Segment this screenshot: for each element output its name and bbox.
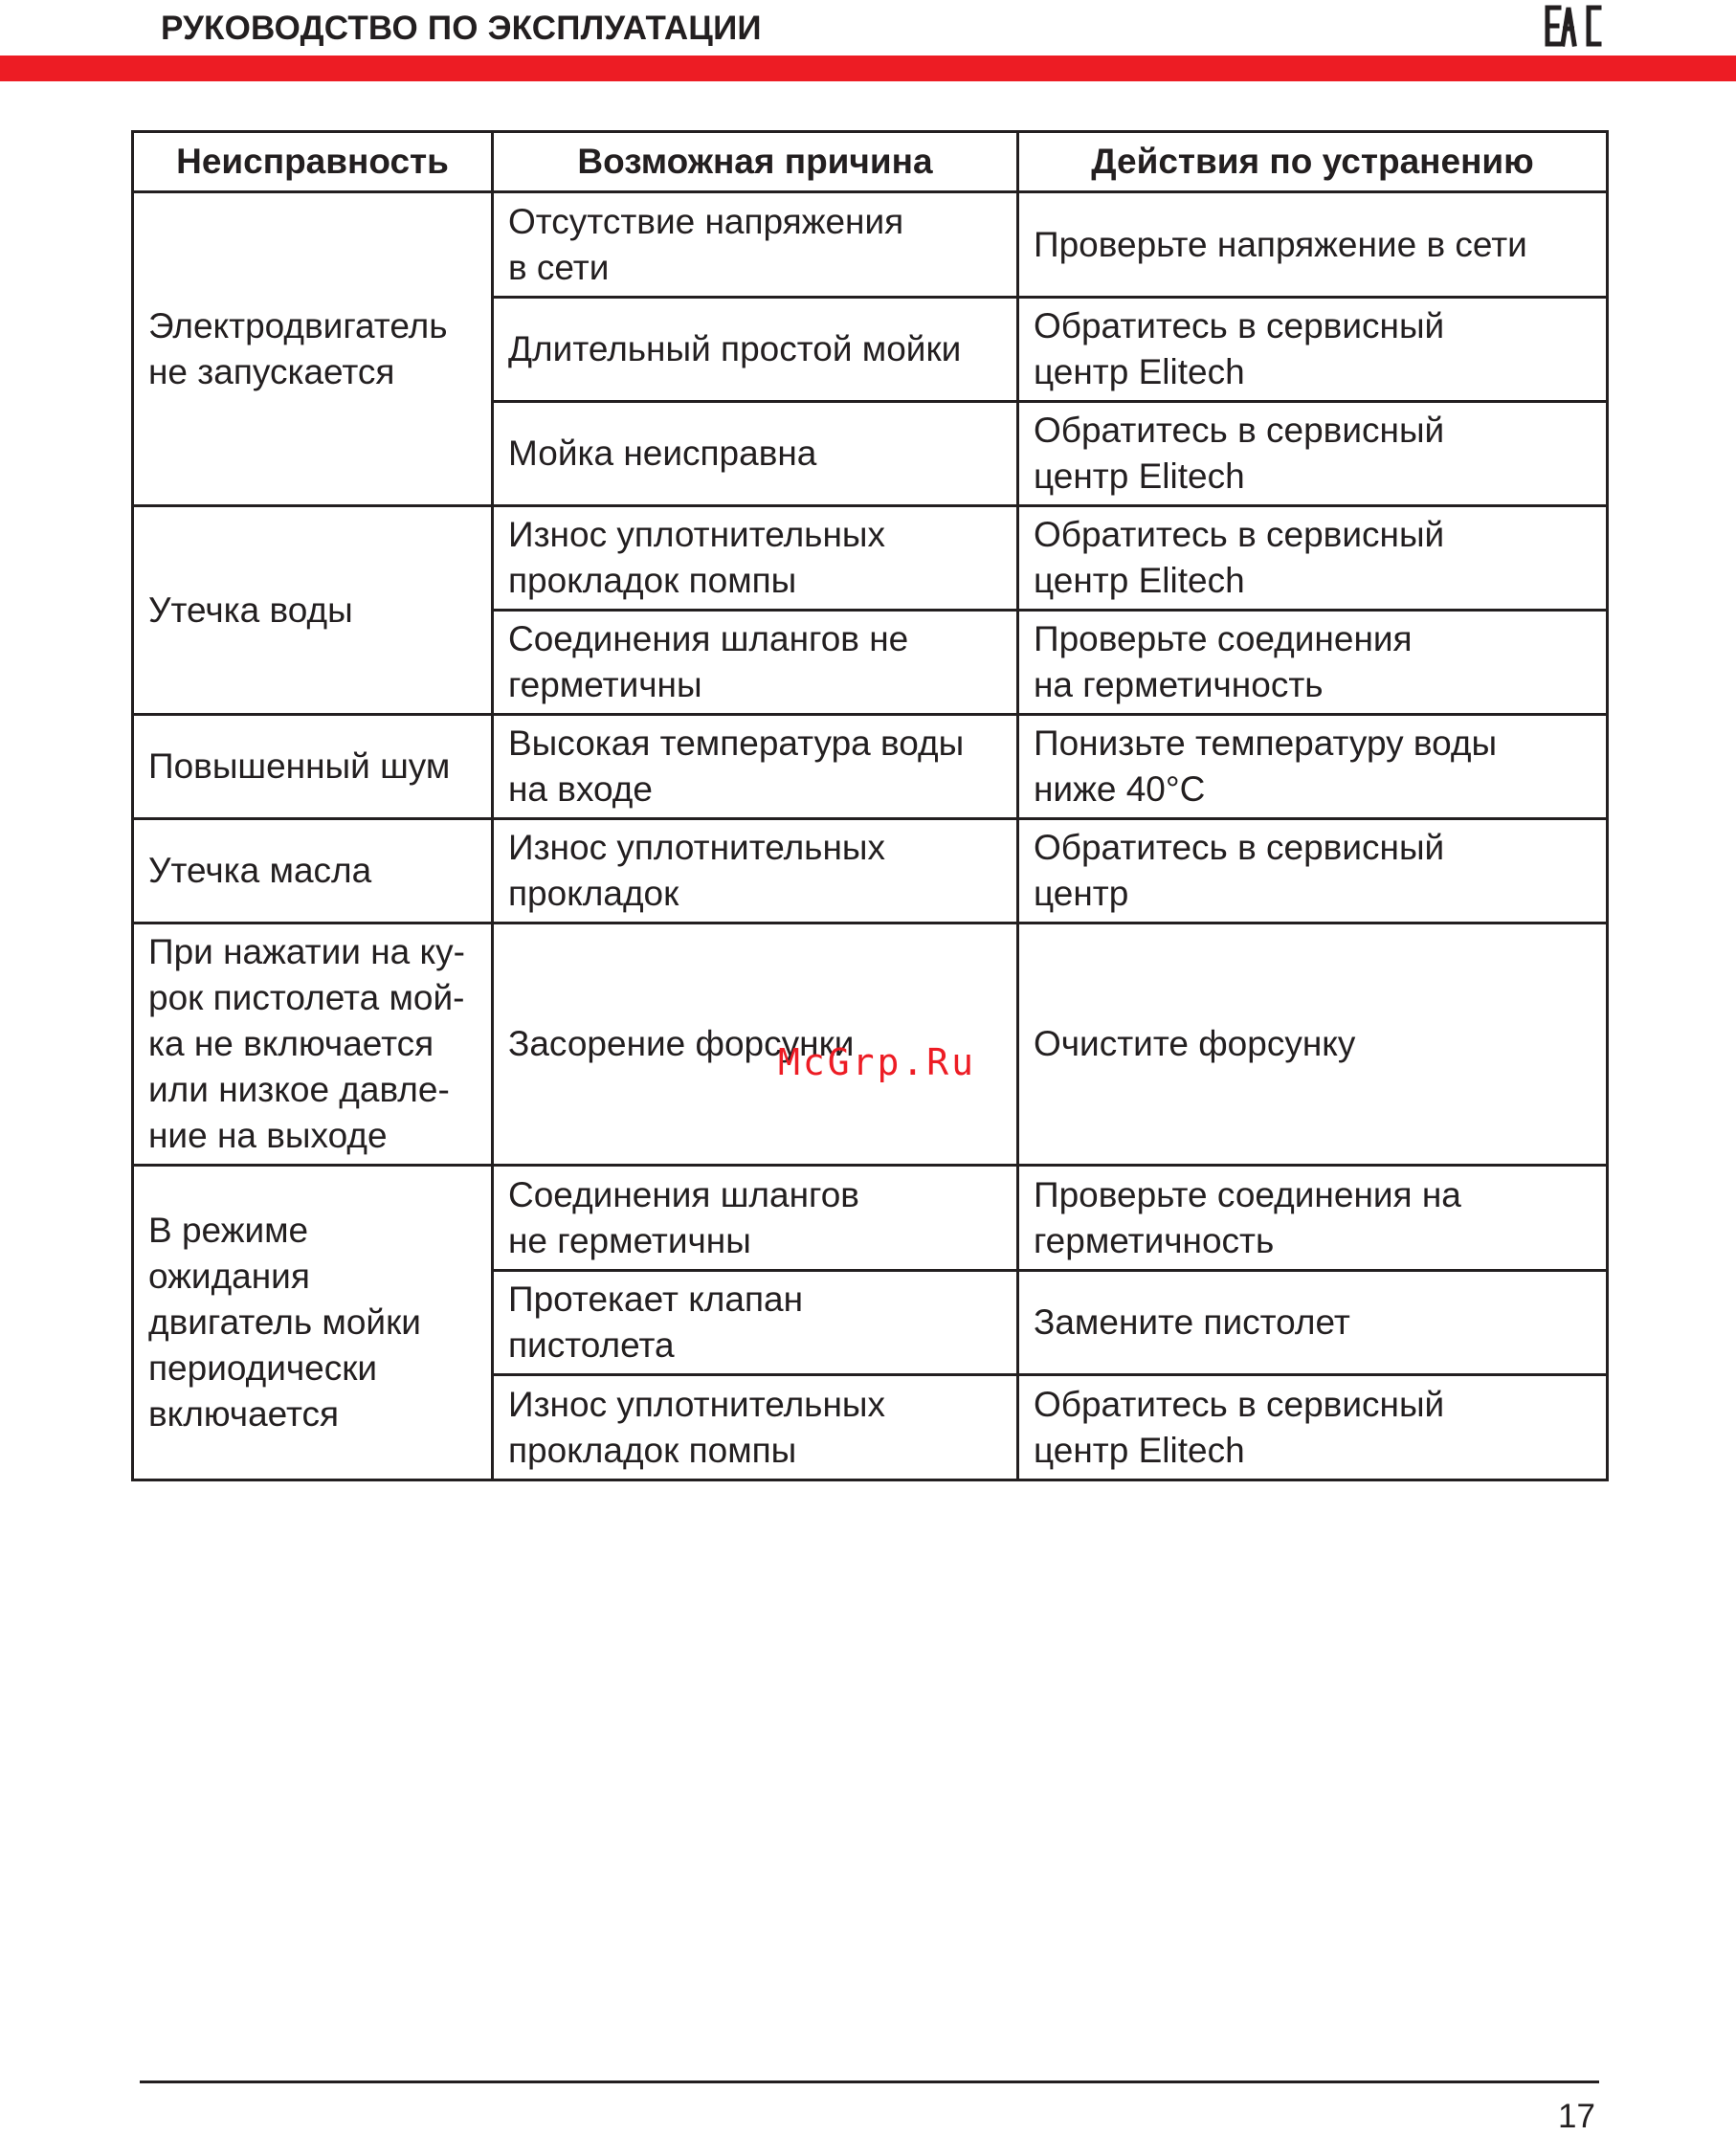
cause-cell: Высокая температура воды на входе <box>493 715 1018 819</box>
fault-cell: Электродвигатель не запускается <box>133 192 493 506</box>
fault-cell: В режиме ожидания двигатель мойки периодически включается <box>133 1166 493 1480</box>
page-number: 17 <box>1558 2098 1595 2135</box>
cause-cell: Отсутствие напряжения в сети <box>493 192 1018 298</box>
troubleshooting-table <box>131 130 1609 1481</box>
table-row <box>133 819 1608 923</box>
cause-cell: Износ уплотнительных прокладок <box>493 819 1018 923</box>
action-cell: Очистите форсунку <box>1018 923 1608 1166</box>
cause-cell: Соединения шлангов не герметичны <box>493 611 1018 715</box>
action-cell: Обратитесь в сервисный центр <box>1018 819 1608 923</box>
column-header-fault: Неисправность <box>133 132 493 192</box>
table-header-row <box>133 132 1608 192</box>
eac-certification-logo <box>1545 2 1602 50</box>
table-row <box>133 192 1608 298</box>
cause-cell: Протекает клапан пистолета <box>493 1271 1018 1375</box>
action-cell: Обратитесь в сервисный центр Elitech <box>1018 1375 1608 1480</box>
action-cell: Замените пистолет <box>1018 1271 1608 1375</box>
cause-cell: Мойка неисправна <box>493 402 1018 506</box>
fault-cell: Утечка масла <box>133 819 493 923</box>
action-cell: Обратитесь в сервисный центр Elitech <box>1018 402 1608 506</box>
cause-cell: Соединения шлангов не герметичны <box>493 1166 1018 1271</box>
cause-cell: Износ уплотнительных прокладок помпы <box>493 506 1018 611</box>
fault-cell: При нажатии на ку- рок пистолета мой- ка не включается или низкое давле- ние на выходе <box>133 923 493 1166</box>
fault-cell: Повышенный шум <box>133 715 493 819</box>
column-header-cause: Возможная причина <box>493 132 1018 192</box>
cause-cell: Засорение форсунки <box>493 923 1018 1166</box>
action-cell: Проверьте соединения на герметичность <box>1018 611 1608 715</box>
table-row <box>133 506 1608 611</box>
table-row <box>133 1166 1608 1271</box>
action-cell: Понизьте температуру воды ниже 40°С <box>1018 715 1608 819</box>
document-title: РУКОВОДСТВО ПО ЭКСПЛУАТАЦИИ <box>161 10 762 47</box>
fault-cell: Утечка воды <box>133 506 493 715</box>
action-cell: Проверьте напряжение в сети <box>1018 192 1608 298</box>
action-cell: Обратитесь в сервисный центр Elitech <box>1018 506 1608 611</box>
action-cell: Обратитесь в сервисный центр Elitech <box>1018 298 1608 402</box>
watermark: McGrp.Ru <box>778 1041 977 1083</box>
table-row <box>133 715 1608 819</box>
column-header-action: Действия по устранению <box>1018 132 1608 192</box>
header-accent-bar <box>0 56 1736 81</box>
action-cell: Проверьте соединения на герметичность <box>1018 1166 1608 1271</box>
cause-cell: Износ уплотнительных прокладок помпы <box>493 1375 1018 1480</box>
footer-divider <box>140 2080 1599 2083</box>
cause-cell: Длительный простой мойки <box>493 298 1018 402</box>
